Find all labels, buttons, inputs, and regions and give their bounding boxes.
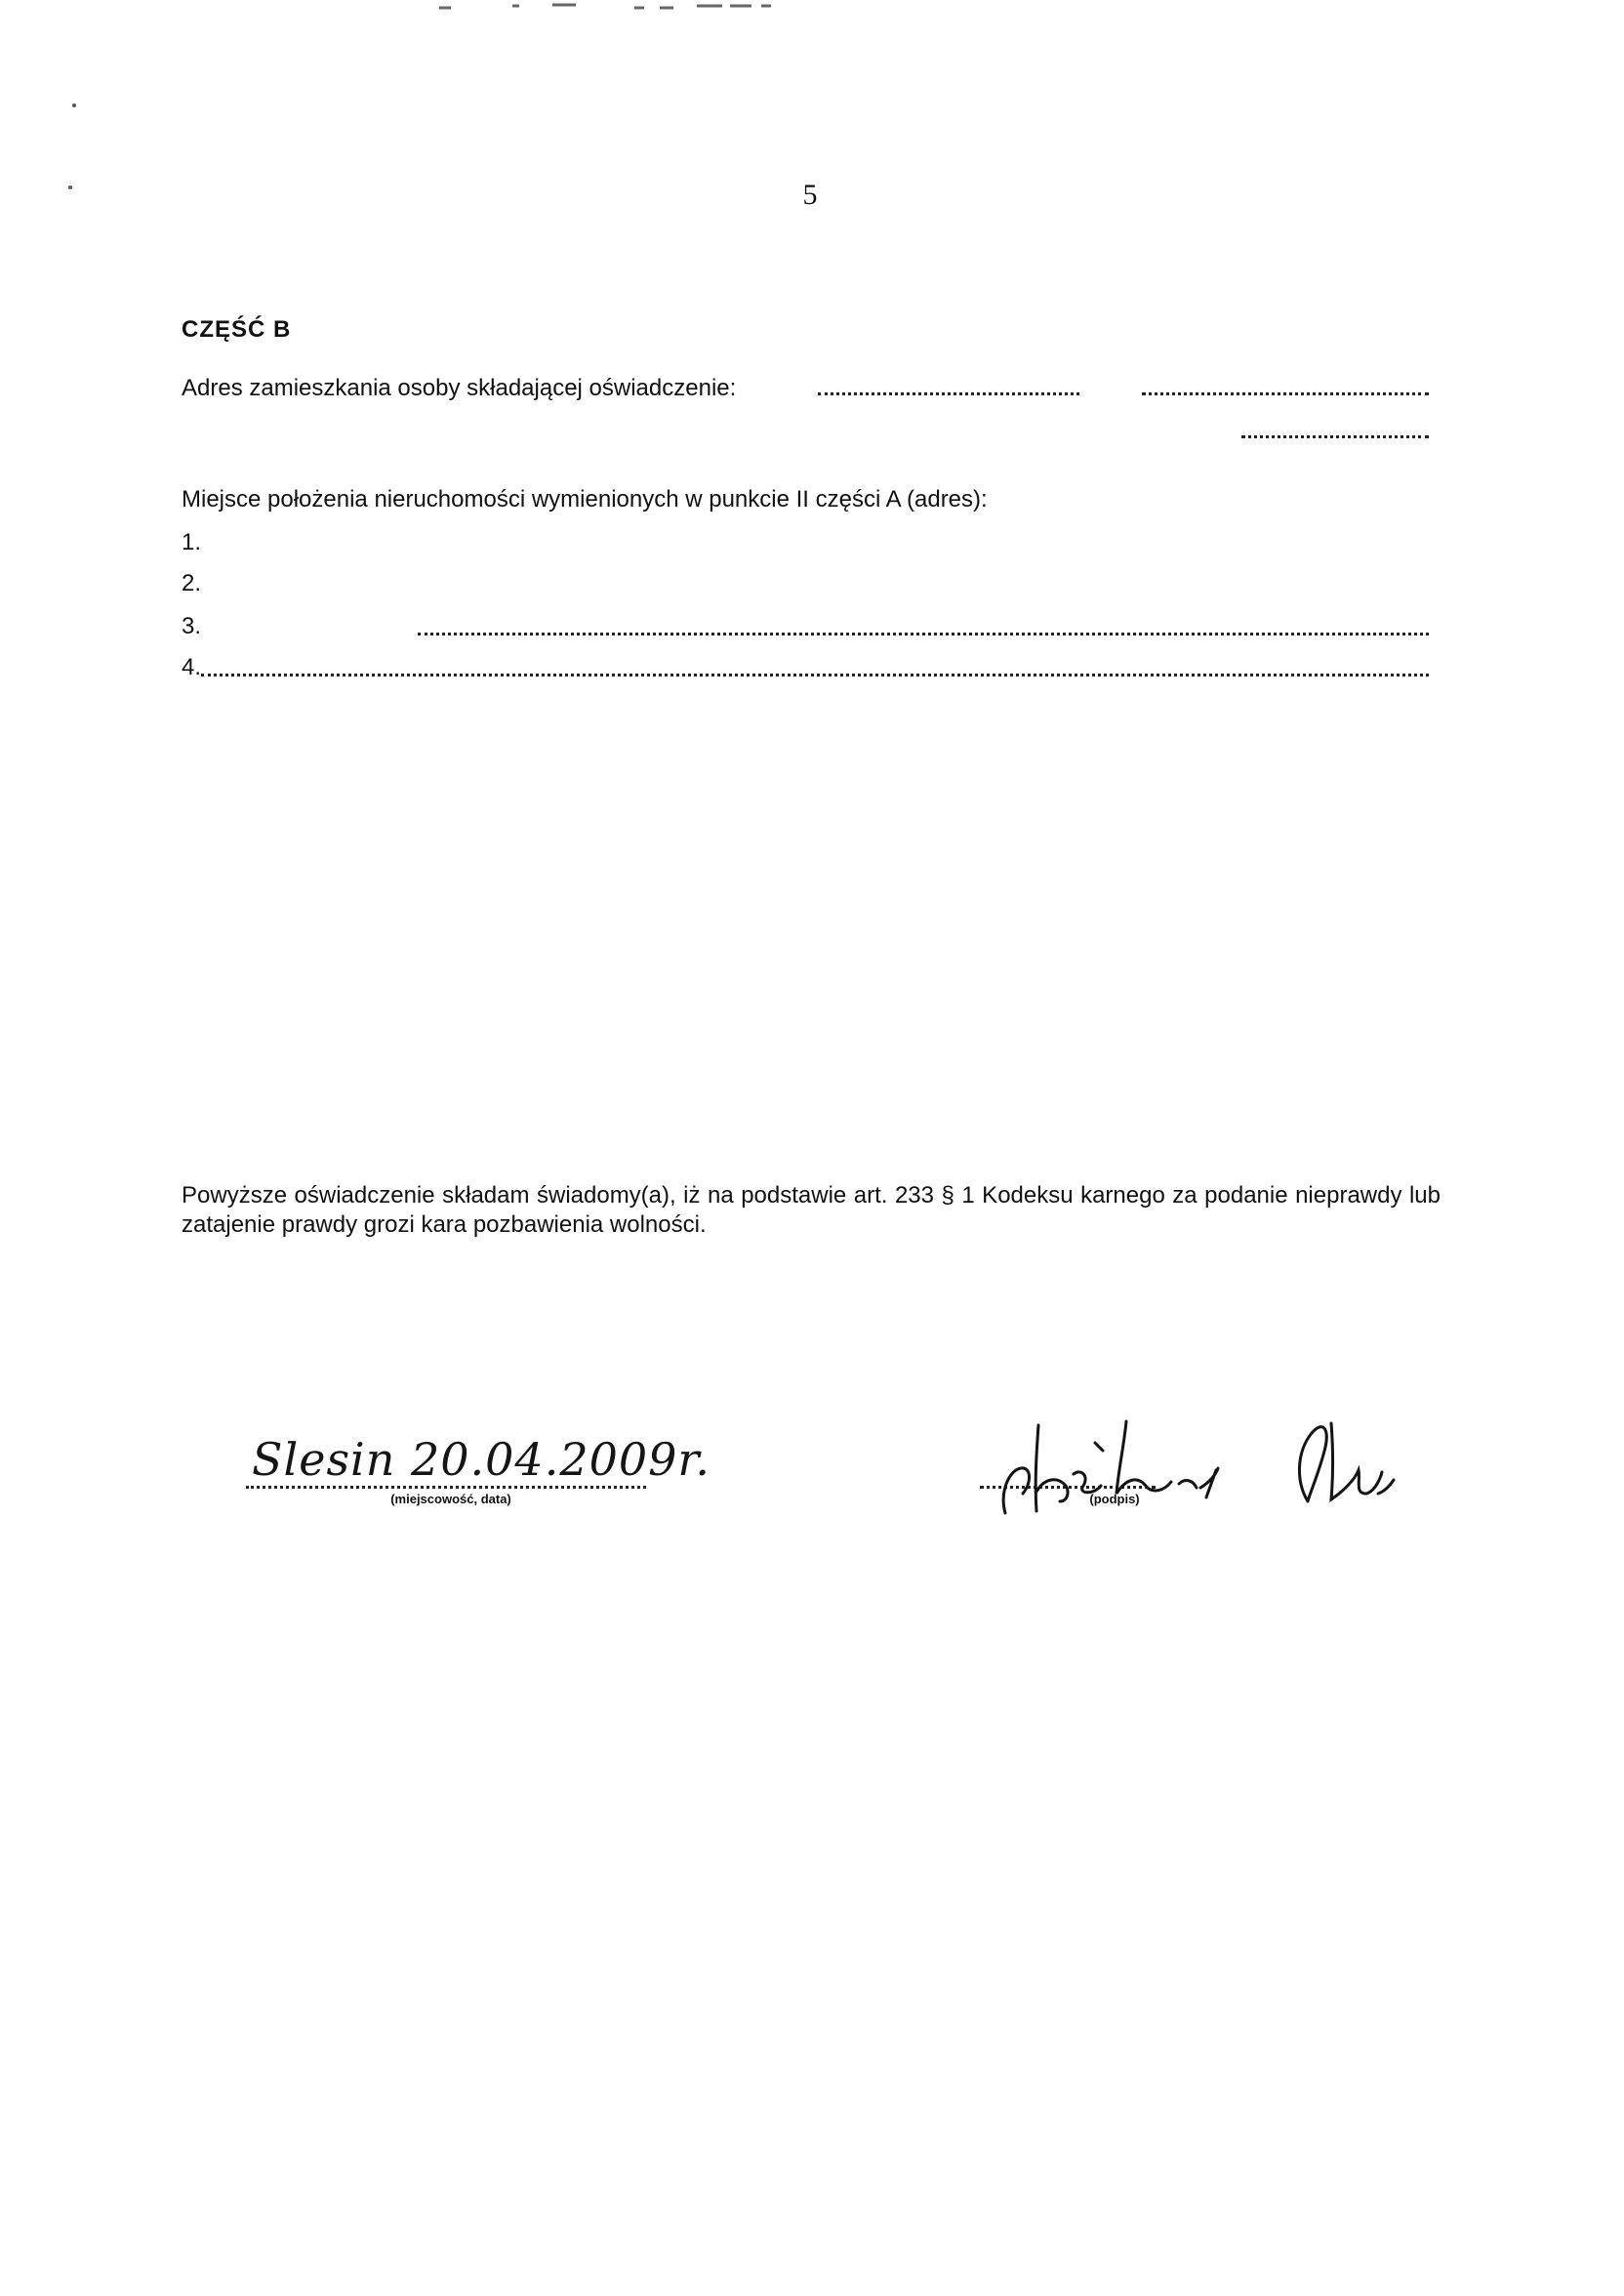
legal-statement: Powyższe oświadczenie składam świadomy(a), iż na podstawie art. 233 § 1 Kodeksu karnego za podanie nieprawdy lub zatajenie prawdy grozi kara pozbawienia wolności. — [182, 1182, 1441, 1238]
page-number: 5 — [802, 179, 818, 211]
property-item-number: 2. — [182, 570, 202, 596]
property-address-field — [418, 633, 1429, 636]
property-address-field — [201, 674, 1429, 676]
residence-address-field-1a — [818, 392, 1079, 395]
residence-address-field-2 — [1241, 435, 1429, 438]
handwritten-signature — [980, 1384, 1429, 1531]
property-item-number: 3. — [182, 613, 202, 639]
section-title: CZĘŚĆ B — [182, 316, 292, 343]
place-date-line — [246, 1486, 646, 1489]
property-item-number: 4. — [182, 654, 202, 680]
signature-caption: (podpis) — [1089, 1492, 1140, 1506]
property-item-number: 1. — [182, 529, 202, 555]
residence-address-field-1b — [1142, 392, 1429, 395]
place-date-caption: (miejscowość, data) — [390, 1492, 511, 1506]
residence-address-label: Adres zamieszkania osoby składającej oświadczenie: — [182, 375, 737, 401]
signature-block — [980, 1384, 1429, 1531]
property-location-label: Miejsce położenia nieruchomości wymienionych w punkcie II części A (adres): — [182, 486, 988, 512]
handwritten-place-date: Slesin 20.04.2009r. — [252, 1433, 710, 1486]
place-date-block — [246, 1412, 710, 1519]
